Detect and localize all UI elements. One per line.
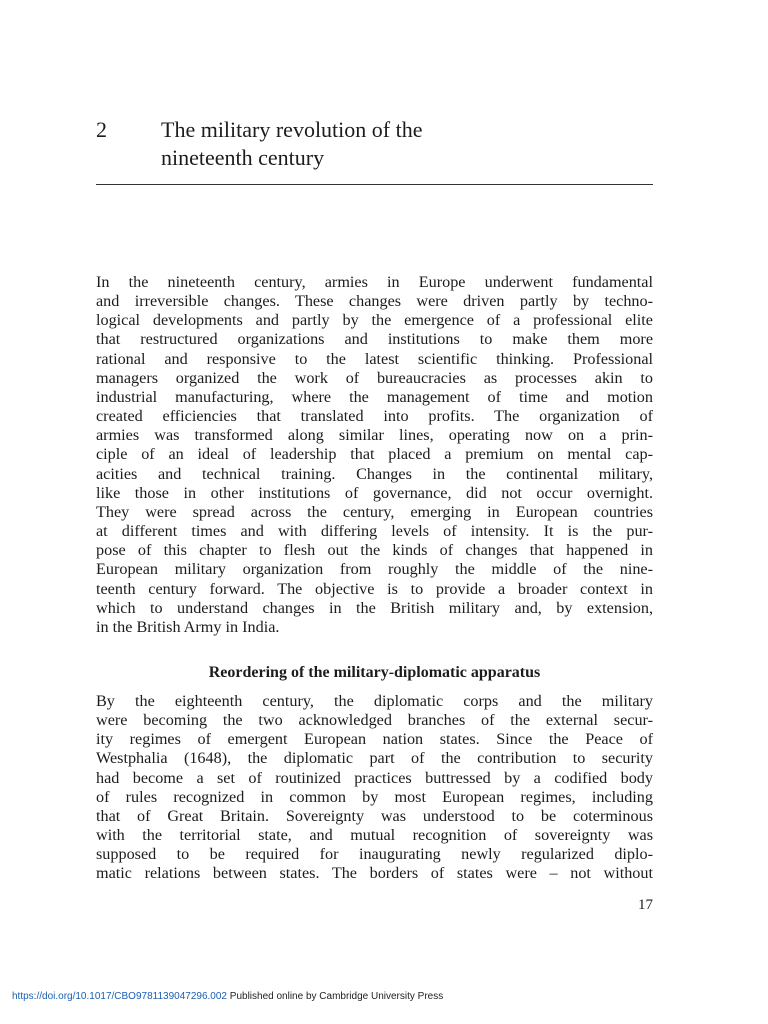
text-line: ity regimes of emergent European nation states. Since the Peace of <box>96 730 653 749</box>
text-line: logical developments and partly by the emergence of a professional elite <box>96 311 653 330</box>
chapter-number: 2 <box>96 117 107 142</box>
text-line: rational and responsive to the latest scientific thinking. Professional <box>96 349 653 368</box>
text-line: They were spread across the century, emerging in European countries <box>96 502 653 521</box>
text-line: supposed to be required for inaugurating newly regularized diplo- <box>96 845 653 864</box>
text-line: which to understand changes in the British military and, by extension, <box>96 598 653 617</box>
text-line: at different times and with differing levels of intensity. It is the pur- <box>96 522 653 541</box>
text-line: pose of this chapter to flesh out the kinds of changes that happened in <box>96 541 653 560</box>
chapter-title <box>161 116 601 172</box>
text-line: industrial manufacturing, where the management of time and motion <box>96 387 653 406</box>
text-line: armies was transformed along similar lines, operating now on a prin- <box>96 426 653 445</box>
text-line: had become a set of routinized practices buttressed by a codified body <box>96 768 653 787</box>
intro-paragraph <box>96 273 653 637</box>
text-line: teenth century forward. The objective is to provide a broader context in <box>96 579 653 598</box>
text-line: with the territorial state, and mutual recognition of sovereignty was <box>96 826 653 845</box>
publisher-note: Published online by Cambridge University Press <box>229 991 444 1002</box>
page-number: 17 <box>638 897 653 913</box>
text-line: that restructured organizations and institutions to make them more <box>96 330 653 349</box>
chapter-title-line-2: nineteenth century <box>161 145 325 170</box>
text-line: ciple of an ideal of leadership that placed a premium on mental cap- <box>96 445 653 464</box>
text-line: European military organization from roughly the middle of the nine- <box>96 560 653 579</box>
body-paragraph <box>96 692 653 884</box>
section-heading: Reordering of the military-diplomatic apparatus <box>208 664 541 681</box>
chapter-title-line-1: The military revolution of the <box>161 117 423 142</box>
text-line: and irreversible changes. These changes were driven partly by techno- <box>96 292 653 311</box>
title-divider <box>96 184 653 185</box>
text-line: that of Great Britain. Sovereignty was understood to be coterminous <box>96 806 653 825</box>
footer <box>12 990 443 1004</box>
text-line: managers organized the work of bureaucracies as processes akin to <box>96 368 653 387</box>
text-line: In the nineteenth century, armies in Europe underwent fundamental <box>96 273 653 291</box>
text-line: in the British Army in India. <box>96 617 280 636</box>
text-line: By the eighteenth century, the diplomatic corps and the military <box>96 692 653 710</box>
text-line: matic relations between states. The borders of states were – not without <box>96 864 653 883</box>
doi-link[interactable]: https://doi.org/10.1017/CBO9781139047296.002 <box>12 991 227 1002</box>
text-line: created efficiencies that translated into profits. The organization of <box>96 407 653 426</box>
text-line: were becoming the two acknowledged branches of the external secur- <box>96 711 653 730</box>
text-line: Westphalia (1648), the diplomatic part of the contribution to security <box>96 749 653 768</box>
text-line: acities and technical training. Changes in the continental military, <box>96 464 653 483</box>
text-line: like those in other institutions of governance, did not occur overnight. <box>96 483 653 502</box>
text-line: of rules recognized in common by most European regimes, including <box>96 787 653 806</box>
